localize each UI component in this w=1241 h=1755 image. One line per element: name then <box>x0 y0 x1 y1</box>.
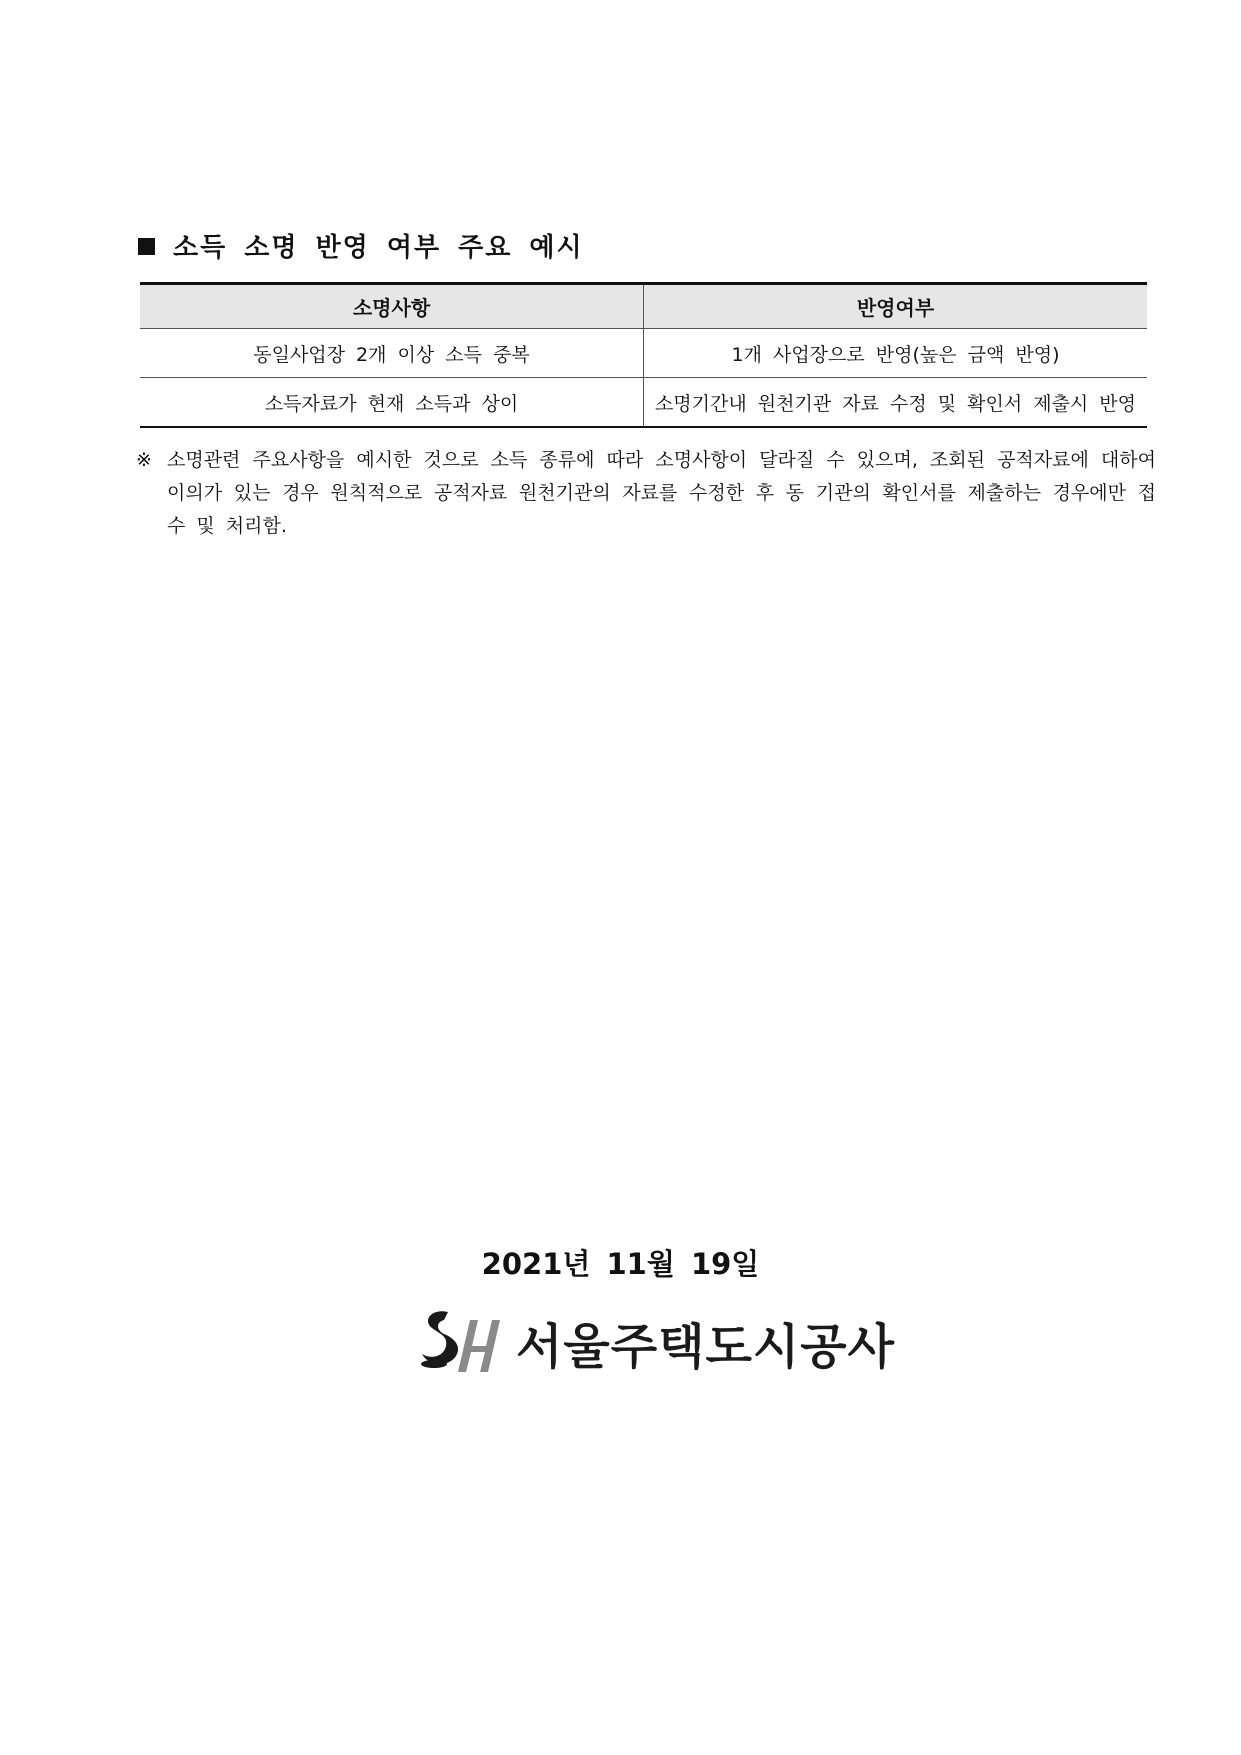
table-row <box>140 378 1147 428</box>
note-text: 소명관련 주요사항을 예시한 것으로 소득 종류에 따라 소명사항이 달라질 수 있으며, 조회된 공적자료에 대하여 이의가 있는 경우 원칙적으로 공적자료 원천기관의 자료를 수정한 후 동 기관의 확인서를 제출하는 경우에만 접수 및 처리함. <box>167 449 1156 537</box>
section-title-text: 소득 소명 반영 여부 주요 예시 <box>173 233 584 263</box>
issue-date: 2021년 11월 19일 <box>481 1247 760 1281</box>
table-cell: 1개 사업장으로 반영(높은 금액 반영) <box>644 329 1148 378</box>
table-row <box>140 329 1147 378</box>
table-header-row <box>140 284 1147 329</box>
note-paragraph <box>136 444 1156 543</box>
table-header-cell: 반영여부 <box>644 284 1148 329</box>
organization-name: 서울주택도시공사 <box>516 1318 895 1375</box>
table-header-cell: 소명사항 <box>140 284 644 329</box>
examples-table <box>140 282 1147 428</box>
reference-mark: ※ <box>136 449 152 471</box>
square-bullet-icon <box>138 238 155 255</box>
table-cell: 동일사업장 2개 이상 소득 중복 <box>140 329 644 378</box>
sh-logo-icon <box>418 1306 510 1378</box>
table-cell: 소득자료가 현재 소득과 상이 <box>140 378 644 428</box>
organization-signature <box>418 1302 895 1382</box>
section-title <box>138 228 584 268</box>
table-cell: 소명기간내 원천기관 자료 수정 및 확인서 제출시 반영 <box>644 378 1148 428</box>
